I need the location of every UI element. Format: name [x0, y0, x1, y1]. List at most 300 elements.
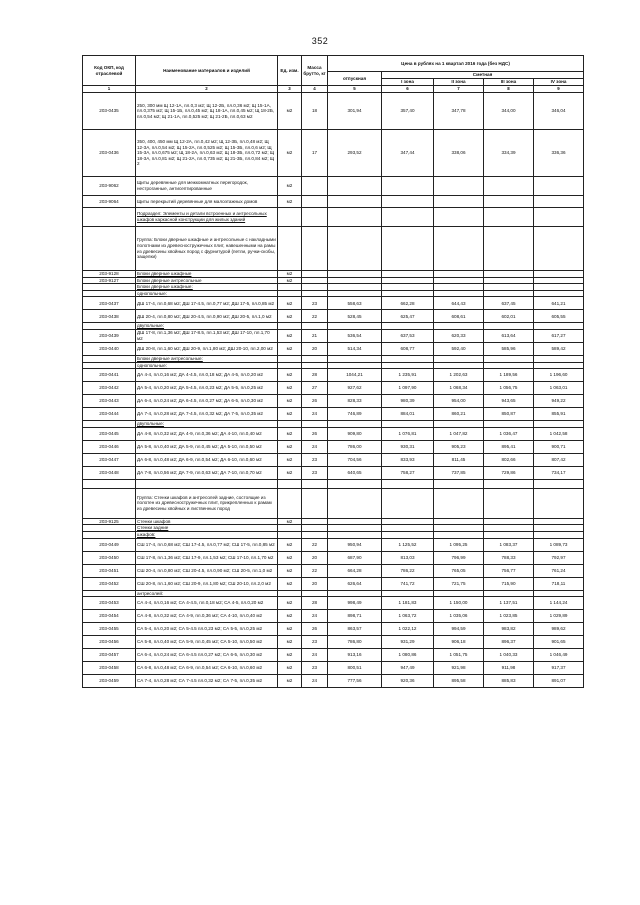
table-row — [83, 395, 584, 408]
header-name: Наименование материалов и изделий — [136, 56, 278, 86]
row-unit: м2 — [278, 466, 302, 479]
row-zone3-price: 788,33 — [484, 551, 534, 564]
row-name: ДШ 20-8, пл.1,60 м2; ДШ 20-9, пл.1,80 м2; ДШ 20-10, пл.2,00 м2 — [136, 342, 278, 355]
row-zone4-price: 1 042,58 — [534, 427, 584, 440]
row-zone1-price: 357,40 — [382, 93, 434, 130]
row-zone4-price: 617,27 — [534, 329, 584, 342]
row-release-price: 626,64 — [328, 577, 382, 590]
row-zone1-price — [382, 227, 434, 271]
row-unit: м2 — [278, 408, 302, 421]
row-zone2-price — [434, 421, 484, 428]
row-zone3-price — [484, 284, 534, 291]
row-zone2-price: 860,21 — [434, 408, 484, 421]
column-index-row — [83, 86, 584, 93]
row-release-price: 514,34 — [328, 342, 382, 355]
row-zone3-price: 602,01 — [484, 310, 534, 323]
header-zone-1: I зона — [382, 79, 434, 86]
row-unit: м2 — [278, 310, 302, 323]
row-name: СА 6-8, пл.0,48 м2; СА 6-9, пл.0,54 м2; СА 6-10, пл.0,60 м2 — [136, 662, 278, 675]
row-name: СА 5-4, пл.0,20 м2; СА 5-4.5 пл.0,23 м2; СА 5-5, пл.0,25 м2 — [136, 623, 278, 636]
row-code: 203-0438 — [83, 310, 136, 323]
row-zone1-price — [382, 590, 434, 597]
row-zone1-price — [382, 362, 434, 369]
row-mass: 24 — [302, 610, 328, 623]
row-mass — [302, 355, 328, 362]
row-zone1-price: 1 063,72 — [382, 610, 434, 623]
row-zone2-price: 994,59 — [434, 623, 484, 636]
row-zone3-price — [484, 525, 534, 532]
row-name: ДА 7-4, пл.0,28 м2; ДА 7-4.5, пл.0,32 м2; ДА 7-5, пл.0,35 м2 — [136, 408, 278, 421]
row-code — [83, 208, 136, 227]
row-name: СА 7-4, пл.0,28 м2; СА 7-4.5 пл.0,32 м2; СА 7-5, пл.0,35 м2 — [136, 675, 278, 688]
column-index: 1 — [83, 86, 136, 93]
table-row — [83, 525, 584, 532]
row-zone1-price: 1 080,86 — [382, 649, 434, 662]
row-zone1-price — [382, 196, 434, 208]
row-name — [136, 479, 278, 488]
table-row — [83, 564, 584, 577]
row-mass — [302, 479, 328, 488]
row-zone4-price: 734,17 — [534, 466, 584, 479]
row-name: СШ 20-4, пл.0,80 м2; СШ 20-4.5, пл.0,90 м2; СШ 20-5, пл.1,0 м2 — [136, 564, 278, 577]
table-row — [83, 369, 584, 382]
row-zone1-price: 1 097,90 — [382, 382, 434, 395]
row-mass: 23 — [302, 636, 328, 649]
table-row — [83, 284, 584, 291]
row-mass — [302, 277, 328, 284]
row-zone3-price — [484, 518, 534, 525]
row-unit — [278, 323, 302, 330]
row-code: 203-9062 — [83, 177, 136, 196]
row-zone3-price — [484, 531, 534, 538]
table-row — [83, 551, 584, 564]
row-zone1-price: 930,31 — [382, 440, 434, 453]
row-release-price — [328, 518, 382, 525]
column-index: 7 — [434, 86, 484, 93]
row-zone1-price: 637,53 — [382, 329, 434, 342]
row-zone2-price — [434, 290, 484, 297]
row-zone4-price: 949,22 — [534, 395, 584, 408]
row-mass — [302, 284, 328, 291]
row-code: 203-0446 — [83, 440, 136, 453]
row-name: Блоки дверные антресольные — [136, 277, 278, 284]
row-release-price — [328, 271, 382, 278]
row-name: ДА 5-4, пл.0,20 м2; ДА 5-4.5, пл.0,23 м2; ДА 5-5, пл.0,25 м2 — [136, 382, 278, 395]
row-release-price — [328, 177, 382, 196]
row-zone3-price — [484, 271, 534, 278]
row-zone4-price: 641,21 — [534, 297, 584, 310]
row-mass: 23 — [302, 453, 328, 466]
row-release-price: 828,33 — [328, 395, 382, 408]
row-zone3-price — [484, 208, 534, 227]
row-name: Группа: Блоки дверные шкафные и антресольные с накладными полотнами из древесностружечных плит, навешенными на рамы из древесины хвойных пород с фурнитурой (петли, ручки-скобы, защелки) — [136, 227, 278, 271]
row-zone4-price — [534, 208, 584, 227]
row-zone3-price — [484, 177, 534, 196]
row-code — [83, 290, 136, 297]
row-zone4-price: 917,37 — [534, 662, 584, 675]
row-zone2-price — [434, 196, 484, 208]
row-zone3-price — [484, 362, 534, 369]
row-zone2-price: 644,43 — [434, 297, 484, 310]
row-zone2-price — [434, 590, 484, 597]
row-unit: м2 — [278, 551, 302, 564]
row-mass — [302, 323, 328, 330]
row-zone1-price: 1 235,91 — [382, 369, 434, 382]
row-zone3-price: 896,37 — [484, 636, 534, 649]
row-mass: 20 — [302, 551, 328, 564]
row-code: 203-0453 — [83, 597, 136, 610]
table-row — [83, 329, 584, 342]
row-unit: м2 — [278, 597, 302, 610]
row-release-price: 786,00 — [328, 440, 382, 453]
row-mass — [302, 421, 328, 428]
row-code: 203-0437 — [83, 297, 136, 310]
row-code: 203-9125 — [83, 518, 136, 525]
row-zone3-price: 334,39 — [484, 130, 534, 177]
row-zone1-price — [382, 355, 434, 362]
row-release-price: 746,89 — [328, 408, 382, 421]
row-zone2-price: 1 047,82 — [434, 427, 484, 440]
row-zone1-price — [382, 421, 434, 428]
row-zone4-price: 901,65 — [534, 636, 584, 649]
row-mass: 22 — [302, 538, 328, 551]
table-row — [83, 440, 584, 453]
row-unit — [278, 290, 302, 297]
row-zone4-price — [534, 525, 584, 532]
row-mass: 24 — [302, 675, 328, 688]
table-row — [83, 421, 584, 428]
header-zone-3: III зона — [484, 79, 534, 86]
row-zone1-price: 931,29 — [382, 636, 434, 649]
row-release-price: 800,51 — [328, 662, 382, 675]
row-zone3-price: 1 083,37 — [484, 538, 534, 551]
row-zone2-price — [434, 488, 484, 518]
row-unit — [278, 421, 302, 428]
row-zone2-price: 921,98 — [434, 662, 484, 675]
row-mass: 18 — [302, 93, 328, 130]
row-zone4-price: 718,11 — [534, 577, 584, 590]
row-zone4-price: 1 144,24 — [534, 597, 584, 610]
row-name: Блоки дверные антресольные: — [136, 355, 278, 362]
row-release-price — [328, 531, 382, 538]
row-zone4-price — [534, 290, 584, 297]
row-zone2-price — [434, 362, 484, 369]
row-code — [83, 355, 136, 362]
row-release-price: 950,94 — [328, 538, 382, 551]
row-release-price: 558,63 — [328, 297, 382, 310]
row-zone4-price: 589,42 — [534, 342, 584, 355]
row-zone4-price: 855,91 — [534, 408, 584, 421]
header-zone-2: II зона — [434, 79, 484, 86]
table-body — [83, 93, 584, 688]
row-name: Блоки дверные шкафные — [136, 271, 278, 278]
table-row — [83, 310, 584, 323]
row-zone1-price: 786,22 — [382, 564, 434, 577]
header-estimate: Сметная — [382, 72, 584, 79]
row-zone2-price: 721,75 — [434, 577, 484, 590]
row-zone2-price: 338,06 — [434, 130, 484, 177]
row-mass — [302, 518, 328, 525]
row-code: 203-0454 — [83, 610, 136, 623]
row-zone2-price — [434, 323, 484, 330]
row-mass — [302, 590, 328, 597]
row-release-price: 528,45 — [328, 310, 382, 323]
row-zone4-price: 761,24 — [534, 564, 584, 577]
row-release-price: 704,56 — [328, 453, 382, 466]
row-zone4-price: 989,62 — [534, 623, 584, 636]
row-unit — [278, 227, 302, 271]
table-row — [83, 427, 584, 440]
row-mass: 26 — [302, 395, 328, 408]
row-name: ДА 4-4, пл.0,16 м2; ДА 4-4.5, пл.0,18 м2; ДА 4-5, пл.0,20 м2 — [136, 369, 278, 382]
row-zone4-price — [534, 323, 584, 330]
row-unit: м2 — [278, 427, 302, 440]
row-zone2-price: 906,18 — [434, 636, 484, 649]
row-unit — [278, 208, 302, 227]
row-zone1-price — [382, 277, 434, 284]
row-name: СА 4-8, пл.0,32 м2; СА 4-9, пл.0,36 м2; СА 4-10, пл.0,40 м2 — [136, 610, 278, 623]
table-row — [83, 649, 584, 662]
row-zone4-price — [534, 177, 584, 196]
row-unit: м2 — [278, 518, 302, 525]
row-unit — [278, 488, 302, 518]
row-release-price — [328, 323, 382, 330]
row-release-price — [328, 196, 382, 208]
row-unit: м2 — [278, 93, 302, 130]
row-zone1-price — [382, 479, 434, 488]
row-zone2-price — [434, 355, 484, 362]
row-code — [83, 421, 136, 428]
row-code: 203-9127 — [83, 277, 136, 284]
row-code: 203-0450 — [83, 551, 136, 564]
row-mass: 20 — [302, 577, 328, 590]
row-unit — [278, 362, 302, 369]
row-code: 203-0441 — [83, 369, 136, 382]
row-code: 203-0436 — [83, 130, 136, 177]
row-zone3-price — [484, 421, 534, 428]
row-zone4-price — [534, 479, 584, 488]
table-row — [83, 488, 584, 518]
row-zone3-price — [484, 323, 534, 330]
row-release-price — [328, 362, 382, 369]
row-unit: м2 — [278, 271, 302, 278]
row-zone1-price: 833,93 — [382, 453, 434, 466]
row-unit: м2 — [278, 564, 302, 577]
row-unit — [278, 284, 302, 291]
column-index: 8 — [484, 86, 534, 93]
row-zone2-price: 1 035,06 — [434, 610, 484, 623]
row-name: двупольные: — [136, 323, 278, 330]
row-zone2-price: 608,61 — [434, 310, 484, 323]
row-zone4-price — [534, 488, 584, 518]
row-zone4-price: 336,36 — [534, 130, 584, 177]
table-row — [83, 196, 584, 208]
row-zone3-price — [484, 488, 534, 518]
row-unit: м2 — [278, 440, 302, 453]
row-unit: м2 — [278, 177, 302, 196]
table-row — [83, 227, 584, 271]
row-zone3-price: 715,90 — [484, 577, 534, 590]
row-code: 203-0448 — [83, 466, 136, 479]
row-name: 350, 400, 450 мм Щ 12-2А, пл.0,42 м2; Щ 12-3Б, пл.0,48 м2; Щ 12-3А, пл.0,54 м2; Щ 15-2А, пл.0,525 м2; Щ 15-3Б, пл.0,6 м2; Щ 15-3А, пл.0,675 м2; Щ 18-2А, пл.0,63 м2; Щ 18-3Б, пл.0,72 м2; Щ 18-3А, пл.0,81 м2; Щ 21-2А, пл.0,735 м2; Щ 21-3Б, пл.0,84 м2; Щ 2 — [136, 130, 278, 177]
row-code: 203-0456 — [83, 636, 136, 649]
row-zone3-price — [484, 227, 534, 271]
row-zone3-price: 1 036,47 — [484, 427, 534, 440]
row-name: ДА 7-8, пл.0,56 м2; ДА 7-9, пл.0,63 м2; ДА 7-10, пл.0,70 м2 — [136, 466, 278, 479]
row-zone4-price — [534, 284, 584, 291]
row-name: ДШ 20-4, пл.0,80 м2; ДШ 20-4.5, пл.0,90 м2; ДШ 20-5, пл.1,0 м2 — [136, 310, 278, 323]
row-name: ДШ 17-8, пл.1,36 м2; ДШ 17-8.5, пл.1,53 м2; ДШ 17-10, пл.1,70 м2 — [136, 329, 278, 342]
row-name: однопольные: — [136, 362, 278, 369]
row-zone4-price — [534, 277, 584, 284]
table-row — [83, 290, 584, 297]
row-release-price: 786,80 — [328, 636, 382, 649]
column-index: 3 — [278, 86, 302, 93]
row-zone2-price: 954,00 — [434, 395, 484, 408]
row-code — [83, 525, 136, 532]
row-zone3-price: 911,98 — [484, 662, 534, 675]
row-release-price — [328, 284, 382, 291]
row-code: 203-9128 — [83, 271, 136, 278]
row-release-price: 898,71 — [328, 610, 382, 623]
row-mass — [302, 290, 328, 297]
row-zone2-price — [434, 227, 484, 271]
row-zone3-price: 1 023,85 — [484, 610, 534, 623]
row-zone3-price: 943,65 — [484, 395, 534, 408]
row-zone1-price: 758,27 — [382, 466, 434, 479]
table-row — [83, 297, 584, 310]
row-zone1-price — [382, 177, 434, 196]
row-name: ДА 5-8, пл.0,40 м2; ДА 5-9, пл.0,45 м2; ДА 5-10, пл.0,50 м2 — [136, 440, 278, 453]
row-zone3-price: 885,83 — [484, 675, 534, 688]
row-name: ДА 6-8, пл.0,48 м2; ДА 6-9, пл.0,54 м2; ДА 6-10, пл.0,60 м2 — [136, 453, 278, 466]
row-code: 203-0447 — [83, 453, 136, 466]
row-zone4-price — [534, 590, 584, 597]
row-release-price — [328, 277, 382, 284]
row-code — [83, 479, 136, 488]
row-zone1-price: 884,01 — [382, 408, 434, 421]
row-release-price: 301,94 — [328, 93, 382, 130]
row-code: 203-0455 — [83, 623, 136, 636]
table-row — [83, 277, 584, 284]
row-zone4-price — [534, 271, 584, 278]
row-mass: 28 — [302, 597, 328, 610]
table-row — [83, 453, 584, 466]
row-name: 250, 300 мм Щ 12-1А, пл.0,3 м2; Щ 12-2Б, пл.0,36 м2; Щ 15-1А, пл.0,375 м2; Щ 15-1Б, пл.0,45 м2; Щ 18-1А, пл.0,45 м2; Щ 18-2Б, пл.0,54 м2; Щ 21-1А, пл.0,525 м2; Щ 21-2Б, пл.0,63 м2 — [136, 93, 278, 130]
row-mass: 28 — [302, 369, 328, 382]
row-unit: м2 — [278, 636, 302, 649]
row-zone2-price: 347,78 — [434, 93, 484, 130]
row-release-price: 998,49 — [328, 597, 382, 610]
row-zone4-price: 807,42 — [534, 453, 584, 466]
row-zone2-price — [434, 284, 484, 291]
row-mass: 24 — [302, 408, 328, 421]
row-release-price: 909,80 — [328, 427, 382, 440]
column-index: 2 — [136, 86, 278, 93]
row-zone2-price — [434, 177, 484, 196]
row-unit: м2 — [278, 675, 302, 688]
row-zone3-price — [484, 479, 534, 488]
row-code: 203-0439 — [83, 329, 136, 342]
row-zone2-price: 905,23 — [434, 440, 484, 453]
row-unit: м2 — [278, 382, 302, 395]
table-row — [83, 208, 584, 227]
row-code: 203-0442 — [83, 382, 136, 395]
row-release-price — [328, 421, 382, 428]
row-zone4-price — [534, 355, 584, 362]
row-name: СШ 17-8, пл.1,36 м2; СШ 17-9, пл.1,53 м2; СШ 17-10, пл.1,70 м2 — [136, 551, 278, 564]
row-zone2-price: 765,05 — [434, 564, 484, 577]
row-zone1-price — [382, 531, 434, 538]
row-zone3-price: 1 137,51 — [484, 597, 534, 610]
row-name: антресолей: — [136, 590, 278, 597]
row-mass: 20 — [302, 342, 328, 355]
row-mass: 23 — [302, 297, 328, 310]
row-zone1-price: 741,72 — [382, 577, 434, 590]
row-zone2-price: 592,40 — [434, 342, 484, 355]
table-row — [83, 323, 584, 330]
table-row — [83, 518, 584, 525]
row-unit: м2 — [278, 610, 302, 623]
row-code: 203-0444 — [83, 408, 136, 421]
row-zone3-price: 850,87 — [484, 408, 534, 421]
row-mass — [302, 531, 328, 538]
row-name: Щиты деревянные для межкомнатных перегородок, нестроганные, антисептированные — [136, 177, 278, 196]
row-zone1-price: 347,44 — [382, 130, 434, 177]
row-zone4-price: 900,71 — [534, 440, 584, 453]
row-zone2-price — [434, 277, 484, 284]
row-zone1-price: 625,47 — [382, 310, 434, 323]
table-row — [83, 623, 584, 636]
row-mass: 23 — [302, 466, 328, 479]
row-zone1-price: 920,36 — [382, 675, 434, 688]
row-release-price — [328, 590, 382, 597]
row-unit: м2 — [278, 369, 302, 382]
row-unit: м2 — [278, 297, 302, 310]
row-name: СА 4-4, пл.0,16 м2; СА 4-4.5, пл.0,18 м2; СА 4-5, пл.0,20 м2 — [136, 597, 278, 610]
row-zone4-price: 1 046,49 — [534, 649, 584, 662]
row-name: ДА 4-8, пл.0,32 м2; ДА 4-9, пл.0,36 м2; ДА 4-10, пл.0,40 м2 — [136, 427, 278, 440]
row-name: СШ 17-4, пл.0,68 м2; СШ 17-4.5, пл.0,77 м2; СШ 17-5, пл.0,85 м2 — [136, 538, 278, 551]
row-mass: 23 — [302, 662, 328, 675]
row-unit — [278, 525, 302, 532]
row-release-price: 913,16 — [328, 649, 382, 662]
row-zone4-price — [534, 518, 584, 525]
row-mass: 17 — [302, 130, 328, 177]
row-zone4-price — [534, 196, 584, 208]
row-zone4-price: 1 089,73 — [534, 538, 584, 551]
row-name: Стенки шкафов — [136, 518, 278, 525]
table-row — [83, 636, 584, 649]
row-name: Стенки задние — [136, 525, 278, 532]
row-mass — [302, 271, 328, 278]
row-mass: 24 — [302, 440, 328, 453]
row-mass: 21 — [302, 329, 328, 342]
header-code: Код ОКП, код отраслевой — [83, 56, 136, 86]
row-zone3-price: 983,82 — [484, 623, 534, 636]
row-mass — [302, 488, 328, 518]
row-mass — [302, 525, 328, 532]
row-name: Щиты перекрытий деревянные для малоэтажных домов — [136, 196, 278, 208]
row-zone4-price: 605,55 — [534, 310, 584, 323]
row-code — [83, 590, 136, 597]
row-zone1-price — [382, 208, 434, 227]
table-row — [83, 479, 584, 488]
row-zone3-price: 802,66 — [484, 453, 534, 466]
row-code: 203-0452 — [83, 577, 136, 590]
row-zone4-price: 891,07 — [534, 675, 584, 688]
table-row — [83, 408, 584, 421]
